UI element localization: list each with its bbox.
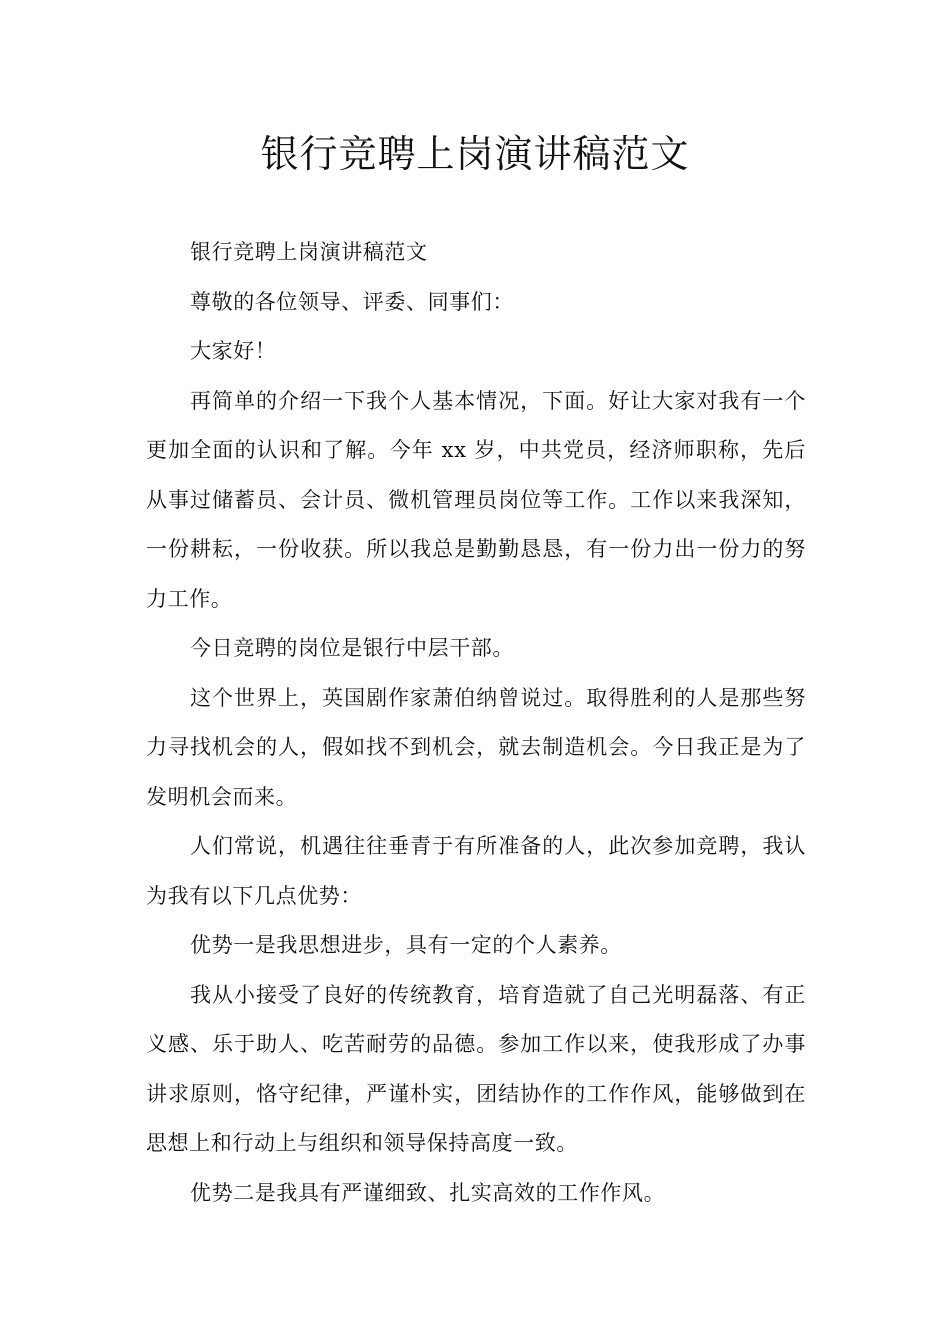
document-title: 银行竞聘上岗演讲稿范文 (260, 132, 690, 176)
paragraph-quote: 这个世界上，英国剧作家萧伯纳曾说过。取得胜利的人是那些努力寻找机会的人，假如找不到机会，就去制造机会。今日我正是为了发明机会而来。 (146, 685, 806, 809)
paragraph-advantage-one: 优势一是我思想进步，具有一定的个人素养。 (190, 933, 622, 957)
paragraph-advantage-two: 优势二是我具有严谨细致、扎实高效的工作作风。 (190, 1180, 666, 1205)
paragraph-advantage-one-detail: 我从小接受了良好的传统教育，培育造就了自己光明磊落、有正义感、乐于助人、吃苦耐劳的品德。参加工作以来，使我形成了办事讲求原则，恪守纪律，严谨朴实，团结协作的工作作风，能够做到在思想上和行动上与组织和领导保持高度一致。 (146, 982, 806, 1155)
paragraph-position: 今日竞聘的岗位是银行中层干部。 (190, 636, 514, 660)
paragraph-salutation: 尊敬的各位领导、评委、同事们： (190, 289, 514, 314)
paragraph-advantages-intro: 人们常说，机遇往往垂青于有所准备的人，此次参加竞聘，我认为我有以下几点优势： (146, 834, 806, 908)
paragraph-subtitle: 银行竞聘上岗演讲稿范文 (190, 240, 428, 264)
paragraph-greeting: 大家好！ (190, 339, 277, 363)
paragraph-introduction: 再简单的介绍一下我个人基本情况，下面。好让大家对我有一个更加全面的认识和了解。今年 xx 岁，中共党员，经济师职称，先后从事过储蓄员、会计员、微机管理员岗位等工作。工作以来我深知，一份耕耘，一份收获。所以我总是勤勤恳恳，有一份力出一份力的努力工作。 (146, 388, 806, 611)
document-body (146, 228, 806, 1218)
